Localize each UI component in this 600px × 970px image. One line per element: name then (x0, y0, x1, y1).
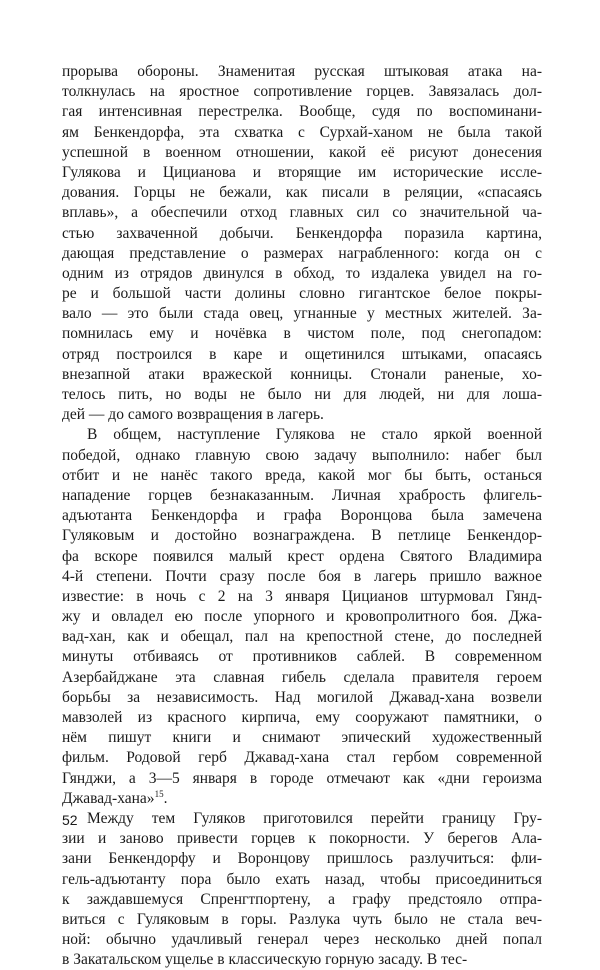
text-line: помнилась ему и ночёвка в чистом поле, под снегопадом: (62, 325, 542, 343)
text-line: виться с Гуляковым в горы. Разлука чуть было не стала веч- (62, 910, 542, 928)
text-line: дей — до самого возвращения в лагерь. (62, 406, 324, 424)
text-line: адъютанта Бенкендорфа и графа Воронцова была замечена (62, 507, 542, 525)
text-line: известие: в ночь с 2 на 3 января Цицианов штурмовал Гянд- (62, 587, 542, 605)
text-line: одним из отрядов двинулся в обход, то издалека увидел на го- (62, 264, 542, 282)
text-line: зани Бенкендорфу и Воронцову пришлось разлучиться: фли- (62, 850, 542, 868)
text-line: фа вскоре появился малый крест ордена Святого Владимира (62, 547, 542, 565)
page-body (62, 62, 542, 970)
text-line: победой, однако главную свою задачу выполнило: набег был (62, 446, 542, 464)
text-line: ям Бенкендорфа, эта схватка с Сурхай-ханом не была такой (62, 123, 542, 141)
text-line: прорыва обороны. Знаменитая русская штыковая атака на- (62, 63, 542, 80)
text-line: ре и большой части долины словно гигантское белое покры- (62, 285, 542, 303)
text-line: нём пишут книги и снимают эпический художественный (62, 729, 542, 747)
text-line: отбит и не нанёс такого вреда, какой мог бы быть, останься (62, 466, 542, 484)
text-line: толкнулась на яростное сопротивление горцев. Завязалась дол- (62, 83, 542, 101)
text-line: стью захваченной добычи. Бенкендорфа поразила картина, (62, 224, 542, 242)
text-line: Гулякова и Цицианова и вторящие им исторические иссле- (62, 163, 542, 181)
text-line: жу и овладел ею после упорного и кровопролитного боя. Джа- (62, 608, 542, 626)
text-line: борьбы за независимость. Над могилой Джавад-хана возвели (62, 688, 542, 706)
text-line: Джавад-хана»$^{15}$. (62, 788, 168, 807)
text-line: вад-хан, как и обещал, пал на крепостной стене, до последней (62, 628, 542, 646)
text-line: дающая представление о размерах награбленного: когда он с (62, 244, 542, 262)
text-line: ной: обычно удачливый генерал через несколько дней попал (62, 931, 542, 949)
text-line: Азербайджане эта славная гибель сделала правителя героем (62, 668, 542, 686)
text-line: к заждавшемуся Спренгтпортену, а графу предстояло отпра- (62, 890, 542, 908)
text-line: В общем, наступление Гулякова не стало яркой военной (87, 426, 542, 444)
text-line: в Закатальском ущелье в классическую горную засаду. В тес- (62, 951, 468, 969)
text-line: телось пить, но воды не было ни для людей, ни для лоша- (62, 386, 542, 403)
paragraph-3 (62, 809, 542, 970)
footnote-reference[interactable]: 15 (154, 788, 164, 799)
text-line: нападение горцев безнаказанным. Личная храбрость флигель- (62, 486, 542, 504)
page-number: 52 (62, 812, 78, 828)
text-line: успешной в военном отношении, какой её рисуют донесения (62, 143, 542, 161)
text-line: дования. Горцы не бежали, как писали в реляции, «спасаясь (62, 184, 542, 202)
text-line: гель-адъютанту пора было ехать назад, чтобы присоединиться (62, 870, 542, 888)
text-line: вало — это были стада овец, угнанные у местных жителей. За- (62, 305, 542, 323)
text-line: Гянджи, а 3—5 января в городе отмечают как «дни героизма (62, 769, 542, 787)
text-line: Между тем Гуляков приготовился перейти границу Гру- (87, 809, 542, 827)
text-line: внезапной атаки вражеской конницы. Стонали раненые, хо- (62, 365, 542, 383)
text-line: вплавь», а обеспечили отход главных сил со значительной ча- (62, 204, 542, 222)
text-line: минуты отбиваясь от противников саблей. В современном (62, 648, 542, 666)
text-line: 4-й степени. Почти сразу после боя в лагерь пришло важное (62, 567, 542, 585)
text-line: Гуляковым и достойно вознаграждена. В петлице Бенкендор- (62, 527, 542, 545)
paragraph-2 (62, 425, 542, 809)
text-line: фильм. Родовой герб Джавад-хана стал гербом современной (62, 749, 542, 767)
text-line: отряд построился в каре и ощетинился штыками, опасаясь (62, 345, 542, 363)
text-line: мавзолей из красного кирпича, ему сооружают памятники, о (62, 709, 542, 726)
paragraph-1 (62, 62, 542, 425)
text-line: зии и заново привести горцев к покорности. У берегов Ала- (62, 830, 542, 848)
text-line: гая интенсивная перестрелка. Вообще, судя по воспоминани- (62, 103, 542, 121)
